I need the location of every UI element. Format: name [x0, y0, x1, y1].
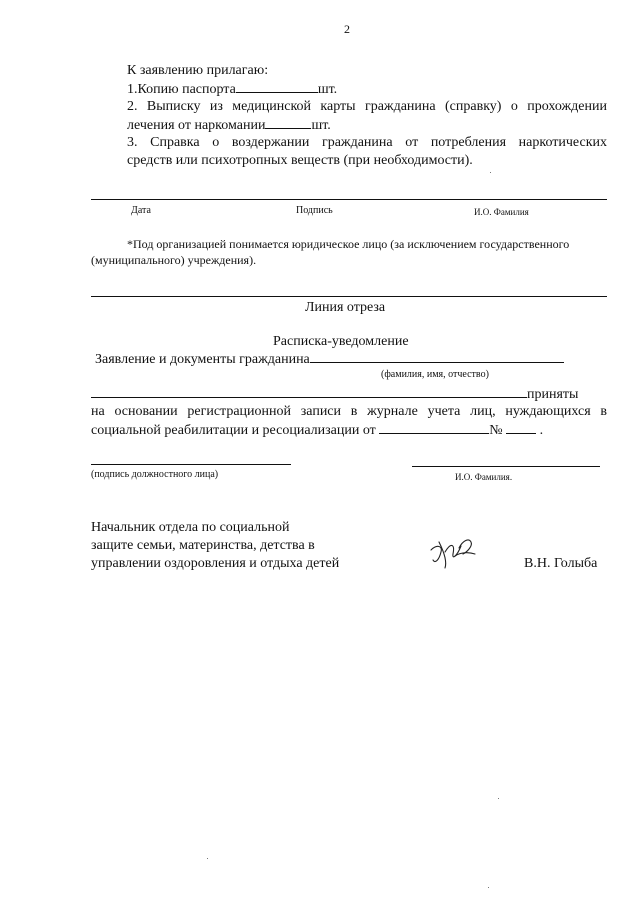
receipt-body-line2-text: социальной реабилитации и ресоциализации от — [91, 423, 376, 438]
signature-line[interactable] — [91, 199, 607, 200]
citizen-name-blank[interactable] — [310, 350, 564, 363]
attachment-item-2-unit: шт. — [311, 118, 331, 133]
label-signature: Подпись — [296, 205, 333, 216]
accepted-word: приняты — [527, 387, 579, 402]
caption-fio: (фамилия, имя, отчество) — [381, 369, 489, 380]
footnote-line2: (муниципального) учреждения). — [91, 253, 257, 267]
signatory-line1: Начальник отдела по социальной — [91, 520, 290, 535]
receipt-body-line2 — [91, 421, 543, 439]
receipt-title: Расписка-уведомление — [273, 334, 409, 349]
official-name-line[interactable] — [412, 466, 600, 467]
receipt-body-line1: на основании регистрационной записи в журнале учета лиц, нуждающихся в — [91, 404, 607, 419]
attachment-item-1-text: 1.Копию паспорта — [127, 82, 236, 97]
registration-date-blank[interactable] — [379, 421, 489, 434]
signatory-name: В.Н. Голыба — [524, 556, 598, 571]
attachment-item-2-line2 — [127, 116, 331, 134]
receipt-line1-text: Заявление и документы гражданина — [95, 352, 310, 367]
label-date: Дата — [131, 205, 151, 216]
page-number: 2 — [344, 22, 350, 36]
scan-speck — [490, 172, 491, 173]
scan-speck — [488, 887, 489, 888]
attachment-item-2-text: лечения от наркомании — [127, 118, 266, 133]
attachment-item-3-line1: 3. Справка о воздержании гражданина от потребления наркотических — [127, 135, 607, 150]
registration-number-blank[interactable] — [506, 421, 536, 434]
attachment-item-1-unit: шт. — [317, 82, 338, 97]
receipt-line2 — [91, 385, 578, 403]
official-signature-line[interactable] — [91, 464, 291, 465]
cut-line-label: Линия отреза — [305, 300, 386, 315]
scan-speck — [207, 858, 208, 859]
caption-official-name: И.О. Фамилия. — [455, 472, 513, 482]
signatory-line2: защите семьи, материнства, детства в — [91, 538, 315, 553]
passport-count-blank[interactable] — [236, 80, 318, 93]
handwritten-signature — [425, 530, 481, 572]
number-sign: № — [489, 423, 503, 438]
signatory-line3: управлении оздоровления и отдыха детей — [91, 556, 340, 571]
attachments-intro: К заявлению прилагаю: — [127, 63, 269, 78]
period: . — [539, 423, 544, 438]
footnote-line1: *Под организацией понимается юридическое лицо (за исключением государственного — [127, 237, 570, 251]
medical-certificate-count-blank[interactable] — [265, 116, 311, 129]
caption-official-signature: (подпись должностного лица) — [91, 469, 219, 480]
label-name: И.О. Фамилия — [474, 207, 529, 217]
citizen-name-continuation-blank[interactable] — [91, 385, 527, 398]
scan-speck — [498, 798, 499, 799]
receipt-line1 — [95, 350, 564, 368]
cut-line — [91, 296, 607, 297]
attachment-item-1 — [127, 80, 337, 98]
attachment-item-2-line1: 2. Выписку из медицинской карты гражданина (справку) о прохождении — [127, 99, 607, 114]
attachment-item-3-line2: средств или психотропных веществ (при необходимости). — [127, 153, 473, 168]
